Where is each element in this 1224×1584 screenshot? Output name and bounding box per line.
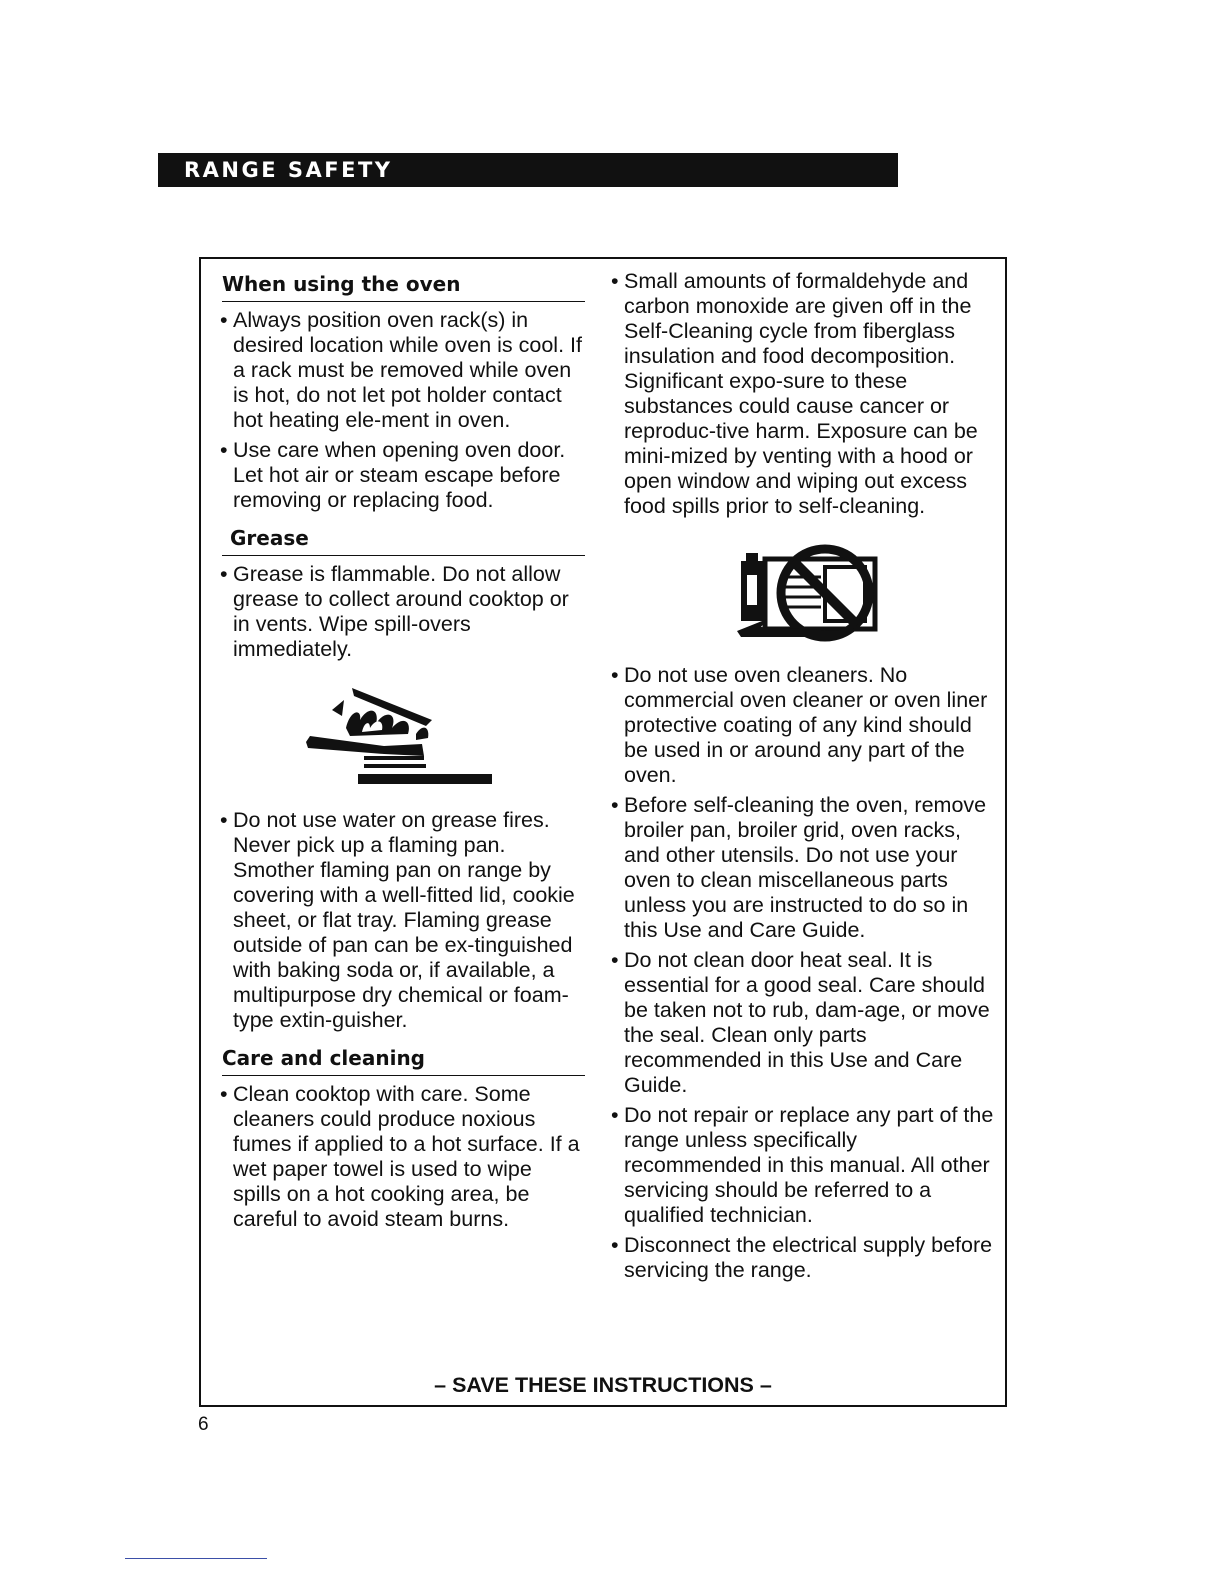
- flaming-pan-illustration: [222, 676, 585, 794]
- list-item: • Use care when opening oven door. Let hot air or steam escape before removing or replacing food.: [222, 438, 585, 513]
- bottom-rule: [125, 1558, 267, 1559]
- list-item: • Do not use water on grease fires. Never pick up a flaming pan. Smother flaming pan on range by covering with a well-fitted lid, cookie sheet, or flat tray. Flaming grease outside of pan can be ex-tinguished with baking soda or, if available, a multipurpose dry chemical or foam-type extin-guisher.: [222, 808, 585, 1033]
- list-item: • Do not clean door heat seal. It is essential for a good seal. Care should be taken not to rub, dam-age, or move the seal. Clean only parts recommended in this Use and Care Guide.: [613, 948, 998, 1098]
- care-heading: Care and cleaning: [222, 1043, 585, 1076]
- oven-list: [222, 308, 585, 513]
- care-list: [222, 1082, 585, 1232]
- list-item: • Clean cooktop with care. Some cleaners could produce noxious fumes if applied to a hot surface. If a wet paper towel is used to wipe spills on a hot cooking area, be careful to avoid steam burns.: [222, 1082, 585, 1232]
- list-item: • Always position oven rack(s) in desired location while oven is cool. If a rack must be removed while oven is hot, do not let pot holder contact hot heating ele-ment in oven.: [222, 308, 585, 433]
- no-oven-cleaner-icon: [721, 541, 891, 649]
- flaming-pan-icon: [304, 676, 504, 794]
- oven-section: [222, 269, 585, 513]
- section-banner: RANGE SAFETY: [158, 153, 898, 187]
- grease-list: [222, 562, 585, 662]
- list-item: • Before self-cleaning the oven, remove broiler pan, broiler grid, oven racks, and other utensils. Do not use your oven to clean miscellaneous parts unless you are instructed to do so in this Use and Care Guide.: [613, 793, 998, 943]
- save-instructions: – SAVE THESE INSTRUCTIONS –: [434, 1373, 772, 1397]
- left-column: [222, 269, 585, 1242]
- page-number: 6: [198, 1414, 209, 1435]
- oven-heading: When using the oven: [222, 269, 585, 302]
- grease-list-continued: [222, 808, 585, 1033]
- no-oven-cleaner-illustration: [613, 541, 998, 649]
- content-box: [199, 257, 1007, 1407]
- list-item: • Grease is flammable. Do not allow grease to collect around cooktop or in vents. Wipe spill-overs immediately.: [222, 562, 585, 662]
- grease-section: [222, 523, 585, 1033]
- list-item: • Do not use oven cleaners. No commercial oven cleaner or oven liner protective coating of any kind should be used in or around any part of the oven.: [613, 663, 998, 788]
- right-list: [613, 269, 998, 519]
- list-item: • Do not repair or replace any part of the range unless specifically recommended in this manual. All other servicing should be referred to a qualified technician.: [613, 1103, 998, 1228]
- right-list-continued: [613, 663, 998, 1283]
- list-item: • Small amounts of formaldehyde and carbon monoxide are given off in the Self-Cleaning cycle from fiberglass insulation and food decomposition. Significant expo-sure to these substances could cause cancer or reproduc-tive harm. Exposure can be mini-mized by venting with a hood or open window and wiping out excess food spills prior to self-cleaning.: [613, 269, 998, 519]
- care-section: [222, 1043, 585, 1232]
- list-item: • Disconnect the electrical supply before servicing the range.: [613, 1233, 998, 1283]
- right-column: [613, 269, 998, 1288]
- grease-heading: Grease: [222, 523, 585, 556]
